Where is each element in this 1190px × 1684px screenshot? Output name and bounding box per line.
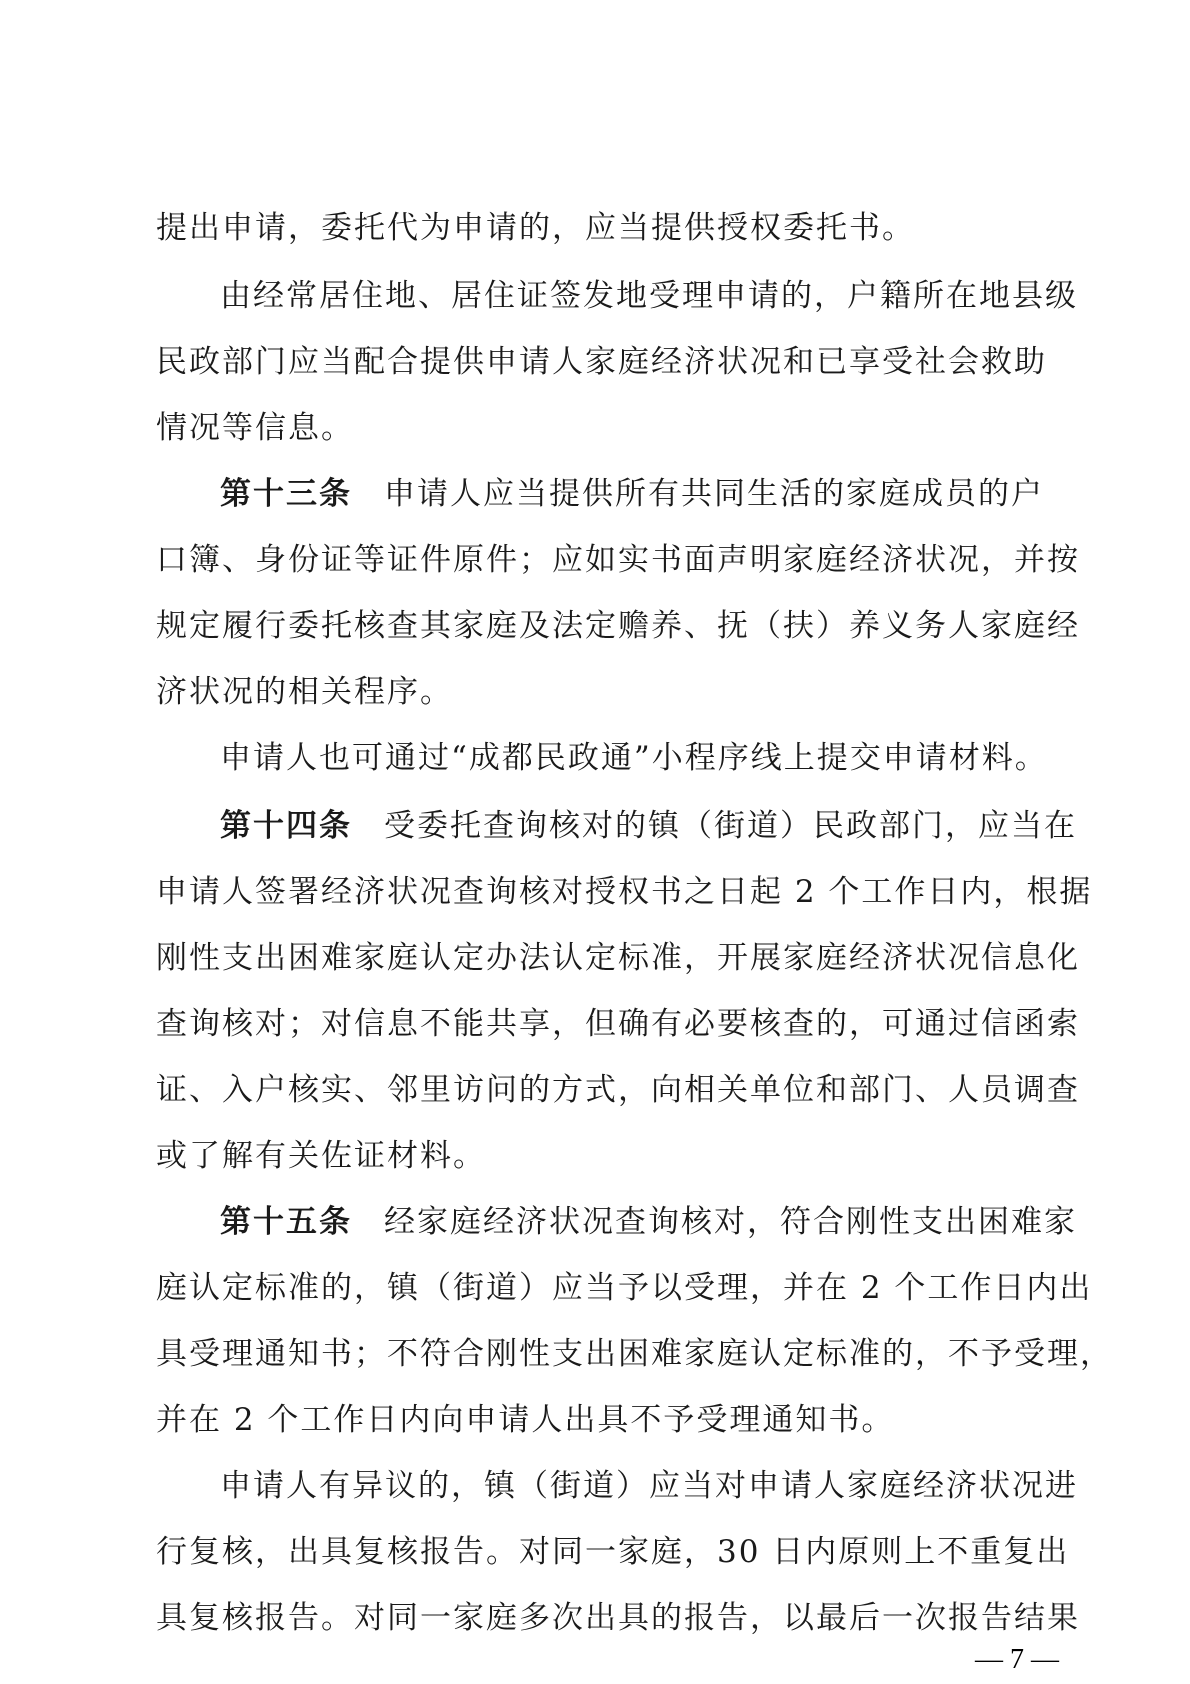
article-line [220,1202,1077,1242]
article-text: 申请人应当提供所有共同生活的家庭成员的户 [384,476,1044,512]
article-line [220,806,1077,846]
text-line: 并在 2 个工作日内向申请人出具不予受理通知书。 [156,1402,895,1438]
text-line: 行复核，出具复核报告。对同一家庭，30 日内原则上不重复出 [156,1534,1070,1570]
text-line: 由经常居住地、居住证签发地受理申请的，户籍所在地县级 [220,278,1078,314]
text-line: 或了解有关佐证材料。 [156,1138,486,1174]
text-line: 具受理通知书；不符合刚性支出困难家庭认定标准的，不予受理， [156,1336,1113,1372]
text-line: 庭认定标准的，镇（街道）应当予以受理，并在 2 个工作日内出 [156,1270,1093,1306]
article-heading: 第十四条 [220,808,352,844]
text-line: 规定履行委托核查其家庭及法定赡养、抚（扶）养义务人家庭经 [156,608,1080,644]
text-line: 民政部门应当配合提供申请人家庭经济状况和已享受社会救助 [156,344,1047,380]
article-line [220,474,1044,514]
text-line: 查询核对；对信息不能共享，但确有必要核查的，可通过信函索 [156,1006,1080,1042]
text-line: 证、入户核实、邻里访问的方式，向相关单位和部门、人员调查 [156,1072,1080,1108]
text-line: 申请人有异议的，镇（街道）应当对申请人家庭经济状况进 [220,1468,1078,1504]
text-line: 提出申请，委托代为申请的，应当提供授权委托书。 [156,210,915,246]
article-heading: 第十三条 [220,476,352,512]
text-line: 申请人签署经济状况查询核对授权书之日起 2 个工作日内，根据 [156,874,1093,910]
article-text: 经家庭经济状况查询核对，符合刚性支出困难家 [384,1204,1077,1240]
text-line: 具复核报告。对同一家庭多次出具的报告，以最后一次报告结果 [156,1600,1080,1636]
text-line: 济状况的相关程序。 [156,674,453,710]
article-heading: 第十五条 [220,1204,352,1240]
text-line: 口簿、身份证等证件原件；应如实书面声明家庭经济状况，并按 [156,542,1080,578]
article-text: 受委托查询核对的镇（街道）民政部门，应当在 [384,808,1077,844]
text-line: 情况等信息。 [156,410,354,446]
text-line: 申请人也可通过“成都民政通”小程序线上提交申请材料。 [220,740,1048,776]
text-line: 刚性支出困难家庭认定办法认定标准，开展家庭经济状况信息化 [156,940,1080,976]
page-number: — 7 — [975,1644,1059,1675]
